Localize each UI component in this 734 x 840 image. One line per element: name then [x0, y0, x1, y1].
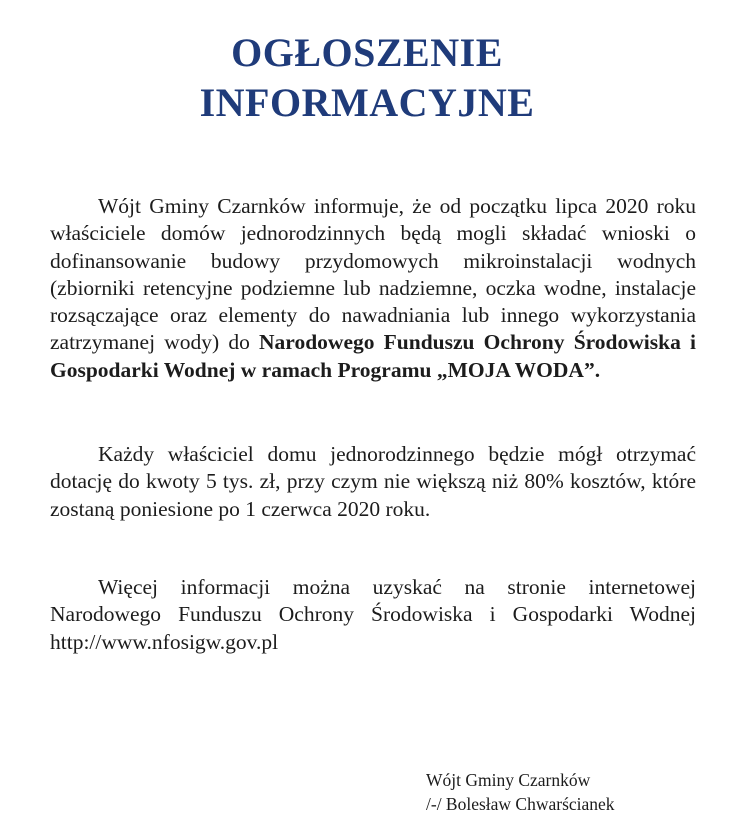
- signature-title: Wójt Gminy Czarnków: [426, 770, 591, 790]
- signature-block: [426, 768, 615, 816]
- paragraph-2-text: Każdy właściciel domu jednorodzinnego będzie mógł otrzymać dotację do kwoty 5 tys. zł, przy czym nie większą niż 80% kosztów, które zostaną poniesione po 1 czerwca 2020 roku.: [50, 442, 696, 521]
- paragraph-1: [50, 193, 696, 384]
- paragraph-2: [50, 441, 696, 523]
- title-line-2: INFORMACYJNE: [199, 80, 535, 125]
- paragraph-1-bold-text: Narodowego Funduszu Ochrony Środowiska i Gospodarki Wodnej w ramach Programu „MOJA WODA”.: [50, 330, 696, 382]
- title-line-1: OGŁOSZENIE: [231, 30, 503, 75]
- paragraph-3-text: Więcej informacji można uzyskać na stronie internetowej Narodowego Funduszu Ochrony Środowiska i Gospodarki Wodnej http://www.nfosigw.gov.pl: [50, 575, 696, 654]
- signature-name: /-/ Bolesław Chwarścianek: [426, 794, 615, 814]
- document-title: [0, 28, 734, 128]
- paragraph-3: [50, 574, 696, 656]
- paragraph-1-text: Wójt Gminy Czarnków informuje, że od początku lipca 2020 roku właściciele domów jednorodzinnych będą mogli składać wnioski o dofinansowanie budowy przydomowych mikroinstalacji wodnych (zbiorniki retencyjne podziemne lub nadziemne, oczka wodne, instalacje rozsączające oraz elementy do nawadniania lub innego wykorzystania zatrzymanej wody) do: [50, 194, 696, 355]
